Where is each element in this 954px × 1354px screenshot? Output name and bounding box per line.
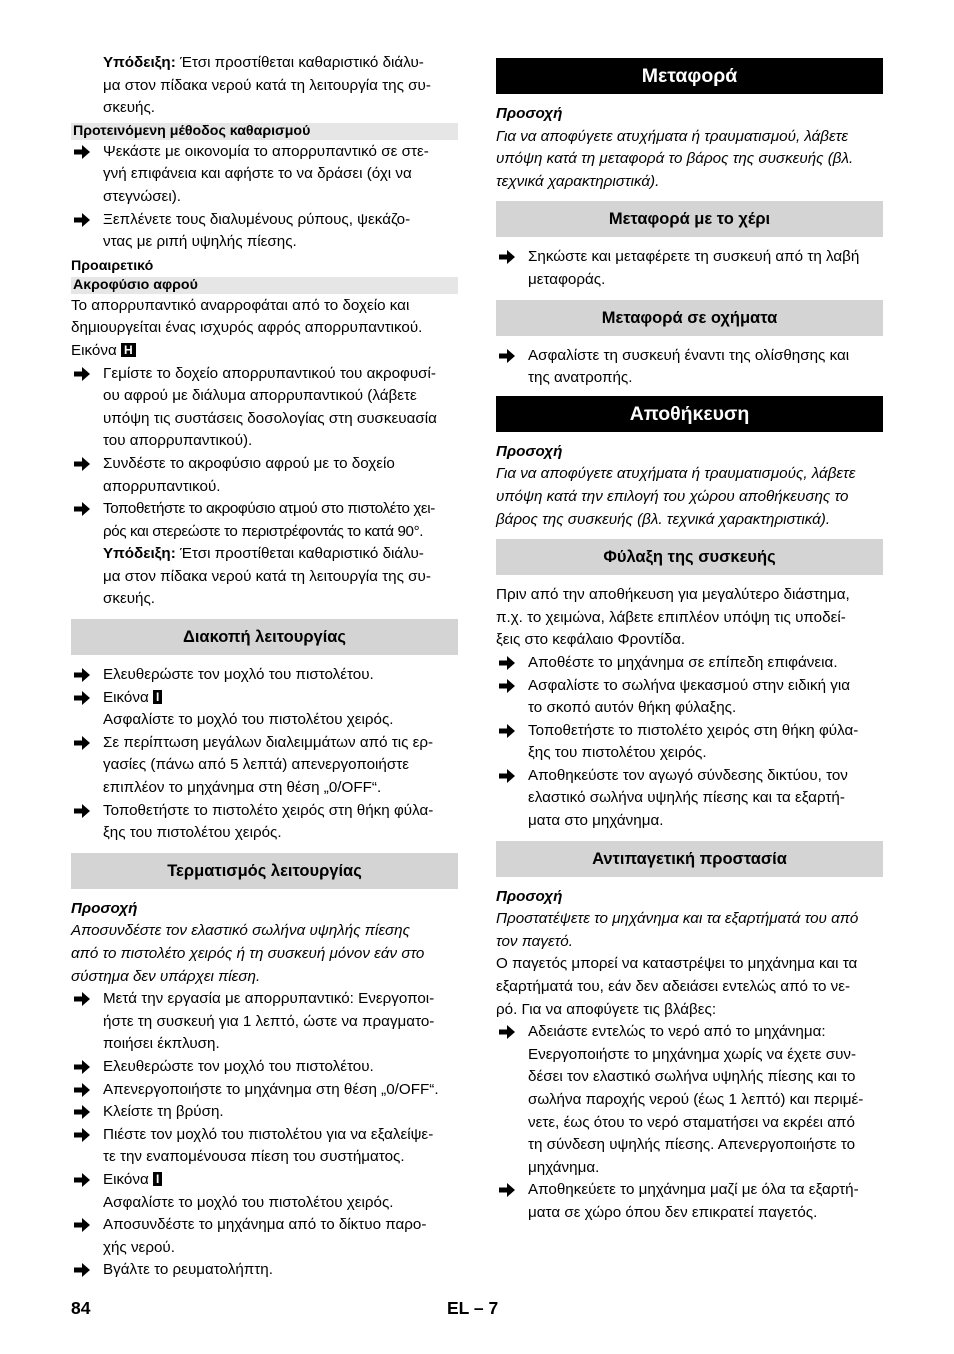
figure-label: Εικόνα: [103, 1170, 153, 1188]
section-title-transport-vehicles: Μεταφορά σε οχήματα: [496, 300, 883, 336]
list-line: στεγνώσει).: [103, 187, 181, 205]
list-item: [71, 1214, 458, 1259]
list-line: Τοποθετήστε το ακροφύσιο ατμού στο πιστολέτο χει-: [103, 500, 435, 518]
list-item: [496, 765, 883, 833]
caution-label: Προσοχή: [496, 105, 563, 122]
arrow-icon: [73, 498, 93, 520]
list-line: γασίες (πάνω από 5 λεπτά) απενεργοποιήστε: [103, 756, 410, 774]
arrow-icon: [73, 687, 93, 709]
section-title-device-storage: Φύλαξη της συσκευής: [496, 539, 883, 575]
list-item: [496, 1021, 883, 1179]
list-line: Γεμίστε το δοχείο απορρυπαντικού του ακροφυσί-: [103, 364, 436, 382]
list-line: Ασφαλίστε το μοχλό του πιστολέτου χειρός.: [103, 1193, 394, 1211]
section-title-termination: Τερματισμός λειτουργίας: [71, 853, 458, 889]
arrow-icon: [498, 765, 518, 787]
page-number: 84: [71, 1298, 91, 1318]
list-line: ξης του πιστολέτου χειρός.: [528, 744, 707, 762]
figure-ref-badge: I: [153, 1172, 162, 1186]
caution-line: υπόψη κατά τη μεταφορά το βάρος της συσκευής (βλ.: [496, 150, 854, 168]
list-line: Ασφαλίστε το μοχλό του πιστολέτου χειρός.: [103, 711, 394, 729]
caution-label: Προσοχή: [496, 442, 563, 460]
list-line: Ασφαλίστε το σωλήνα ψεκασμού στην ειδική για: [528, 676, 850, 694]
arrow-icon: [73, 363, 93, 385]
hint-paragraph: [71, 543, 458, 611]
list-line: Τοποθετήστε το πιστολέτο χειρός στη θήκη φύλα-: [103, 801, 434, 819]
hint-line: Έτσι προστίθεται καθαριστικό διάλυ-: [175, 545, 424, 563]
section-title-transport-by-hand: Μεταφορά με το χέρι: [496, 201, 883, 237]
caution-line: υπόψη κατά την επιλογή του χώρου αποθήκευσης το: [496, 487, 849, 505]
list-item: [71, 1056, 458, 1079]
arrow-icon: [73, 1056, 93, 1078]
list-line: Βγάλτε το ρευματολήπτη.: [103, 1261, 273, 1279]
arrow-icon: [498, 720, 518, 742]
paragraph: [71, 295, 458, 363]
hint-label: Υπόδειξη:: [103, 54, 176, 71]
list-line: ματα σε χώρο όπου δεν επικρατεί παγετός.: [528, 1203, 818, 1221]
list-item: [71, 664, 458, 687]
text-line: π.χ. το χειμώνα, λάβετε επιπλέον υπόψη τις υποδεί-: [496, 608, 846, 626]
figure-ref-badge: I: [153, 690, 162, 704]
list-line: Πιέστε τον μοχλό του πιστολέτου για να εξαλείψε-: [103, 1125, 434, 1143]
arrow-icon: [498, 675, 518, 697]
caution-line: Προστατέψετε το μηχάνημα και τα εξαρτήματά του από: [496, 910, 859, 928]
list-item: [496, 246, 883, 291]
arrow-icon: [73, 1169, 93, 1191]
arrow-icon: [498, 345, 518, 367]
list-line: Αποθέστε το μηχάνημα σε επίπεδη επιφάνεια.: [528, 653, 838, 671]
list-item: [71, 800, 458, 845]
list-line: Ελευθερώστε τον μοχλό του πιστολέτου.: [103, 666, 374, 684]
list-line: τη σύνδεση υψηλής πίεσης. Απενεργοποιήστε το: [528, 1136, 856, 1154]
list-line: Ελευθερώστε τον μοχλό του πιστολέτου.: [103, 1057, 374, 1075]
list-line: Αδειάστε εντελώς το νερό από το μηχάνημα:: [528, 1023, 826, 1041]
caution-line: Αποσυνδέστε τον ελαστικό σωλήνα υψηλής πίεσης: [71, 922, 411, 940]
arrow-icon: [73, 1079, 93, 1101]
list-line: Κλείστε τη βρύση.: [103, 1103, 224, 1121]
list-item: [496, 1179, 883, 1224]
text-line: εξαρτήματά του, εάν δεν αδειάσει εντελώς από το νε-: [496, 978, 851, 996]
list-line: ρός και στερεώστε το περιστρέφοντάς το κατά 90°.: [103, 522, 424, 540]
list-item: [496, 720, 883, 765]
list-line: της ανατροπής.: [528, 369, 633, 387]
list-line: χής νερού.: [103, 1238, 175, 1256]
list-item: [496, 675, 883, 720]
arrow-icon: [498, 652, 518, 674]
caution-line: σύστημα δεν υπάρχει πίεση.: [71, 967, 261, 985]
list-item: [496, 652, 883, 675]
arrow-icon: [498, 1021, 518, 1043]
figure-ref-badge: H: [121, 343, 136, 357]
list-line: ήστε τη συσκευή για 1 λεπτό, ώστε να πραγματο-: [103, 1012, 435, 1030]
list-line: Συνδέστε το ακροφύσιο αφρού με το δοχείο: [103, 454, 395, 472]
section-title-foam-nozzle: Ακροφύσιο αφρού: [71, 277, 458, 294]
caution-text: [496, 908, 883, 953]
hint-line: Έτσι προστίθεται καθαριστικό διάλυ-: [175, 54, 424, 71]
arrow-icon: [73, 1124, 93, 1146]
list-item: [496, 345, 883, 390]
paragraph: [496, 953, 883, 1021]
list-line: ματα στο μηχάνημα.: [528, 812, 664, 830]
section-title-storage: Αποθήκευση: [496, 396, 883, 432]
section-title-interruption: Διακοπή λειτουργίας: [71, 619, 458, 655]
list-item: [71, 1101, 458, 1124]
figure-label: Εικόνα: [71, 341, 121, 359]
list-item: [71, 687, 458, 732]
text-line: Πριν από την αποθήκευση για μεγαλύτερο διάστημα,: [496, 586, 850, 604]
list-line: Αποθηκεύετε το μηχάνημα μαζί με όλα τα εξαρτή-: [528, 1181, 859, 1199]
list-item: [71, 453, 458, 498]
list-item: [71, 141, 458, 209]
list-line: του απορρυπαντικού).: [103, 432, 253, 450]
hint-line: μα στον πίδακα νερού κατά τη λειτουργία της συ-: [103, 567, 431, 585]
list-line: ποιήσει έκπλυση.: [103, 1035, 220, 1053]
list-line: γνή επιφάνεια και αφήστε το να δράσει (όχι να: [103, 165, 412, 183]
section-title-optional: Προαιρετικό: [71, 257, 154, 274]
list-line: επιπλέον το μηχάνημα στη θέση „0/OFF“.: [103, 779, 382, 797]
text-line: ρό. Για να αποφύγετε τις βλάβες:: [496, 1000, 717, 1018]
arrow-icon: [73, 732, 93, 754]
list-line: νετε, έως ότου το νερό σταματήσει να εκρέει από: [528, 1113, 855, 1131]
paragraph: [496, 584, 883, 652]
hint-label: Υπόδειξη:: [103, 545, 176, 563]
list-line: ντας με ριπή υψηλής πίεσης.: [103, 233, 297, 251]
language-page-label: EL – 7: [447, 1298, 499, 1318]
list-item: [71, 732, 458, 800]
left-column: [71, 52, 458, 1282]
text-line: δημιουργείται ένας ισχυρός αφρός απορρυπαντικού.: [71, 319, 423, 337]
arrow-icon: [73, 453, 93, 475]
list-line: Ξεπλένετε τους διαλυμένους ρύπους, ψεκάζο-: [103, 210, 411, 228]
list-line: Αποθηκεύστε τον αγωγό σύνδεσης δικτύου, τον: [528, 766, 848, 784]
list-item: [71, 498, 458, 543]
caution-line: βάρος της συσκευής (βλ. τεχνικά χαρακτηριστικά).: [496, 510, 831, 528]
list-item: [71, 209, 458, 254]
arrow-icon: [73, 1214, 93, 1236]
caution-text: [496, 126, 883, 194]
list-line: Μετά την εργασία με απορρυπαντικό: Ενεργοποι-: [103, 990, 435, 1008]
list-line: δέσει τον ελαστικό σωλήνα υψηλής πίεσης και το: [528, 1068, 856, 1086]
arrow-icon: [73, 800, 93, 822]
arrow-icon: [73, 209, 93, 231]
list-line: Αποσυνδέστε το μηχάνημα από το δίκτυο παρο-: [103, 1216, 427, 1234]
arrow-icon: [73, 988, 93, 1010]
arrow-icon: [498, 246, 518, 268]
list-line: Ψεκάστε με οικονομία το απορρυπαντικό σε στε-: [103, 142, 429, 160]
caution-label: Προσοχή: [496, 887, 563, 905]
list-line: ελαστικό σωλήνα υψηλής πίεσης και τα εξαρτή-: [528, 789, 845, 807]
list-line: ου αφρού με διάλυμα απορρυπαντικού (λάβετε: [103, 387, 417, 405]
list-line: Σηκώστε και μεταφέρετε τη συσκευή από τη λαβή: [528, 248, 860, 266]
hint-line: σκευής.: [103, 590, 156, 608]
list-item: [71, 988, 458, 1056]
caution-line: τεχνικά χαρακτηριστικά).: [496, 172, 660, 190]
list-line: Ενεργοποιήστε το μηχάνημα χωρίς να έχετε συν-: [528, 1045, 857, 1063]
caution-label: Προσοχή: [71, 899, 138, 917]
list-line: το σκοπό αυτόν θήκη φύλαξης.: [528, 699, 737, 717]
caution-text: [71, 920, 458, 988]
caution-line: τον παγετό.: [496, 932, 573, 950]
list-item: [71, 1259, 458, 1282]
caution-line: Για να αποφύγετε ατυχήματα ή τραυματισμού, λάβετε: [496, 127, 849, 145]
list-line: σωλήνα παροχής νερού (έως 1 λεπτό) και περιμέ-: [528, 1091, 864, 1108]
list-line: ξης του πιστολέτου χειρός.: [103, 824, 282, 842]
list-line: Τοποθετήστε το πιστολέτο χειρός στη θήκη φύλα-: [528, 721, 859, 739]
hint-line: σκευής.: [103, 99, 156, 117]
list-line: Σε περίπτωση μεγάλων διαλειμμάτων από τις ερ-: [103, 733, 434, 751]
arrow-icon: [73, 1101, 93, 1123]
section-title-frost-protection: Αντιπαγετική προστασία: [496, 841, 883, 877]
hint-paragraph: [71, 52, 458, 120]
arrow-icon: [73, 1259, 93, 1281]
arrow-icon: [498, 1179, 518, 1201]
caution-line: Για να αποφύγετε ατυχήματα ή τραυματισμούς, λάβετε: [496, 465, 856, 483]
caution-line: από το πιστολέτο χειρός ή τη συσκευή μόνον εάν στο: [71, 945, 425, 962]
list-item: [71, 363, 458, 453]
section-title-transport: Μεταφορά: [496, 58, 883, 94]
list-line: Απενεργοποιήστε το μηχάνημα στη θέση „0/OFF“.: [103, 1080, 439, 1098]
list-line: υπόψη τις συστάσεις δοσολογίας στη συσκευασία: [103, 409, 437, 427]
arrow-icon: [73, 141, 93, 163]
list-item: [71, 1079, 458, 1102]
text-line: Το απορρυπαντικό αναρροφάται από το δοχείο και: [71, 296, 410, 314]
list-line: απορρυπαντικού.: [103, 477, 221, 495]
list-item: [71, 1169, 458, 1214]
list-line: Ασφαλίστε τη συσκευή έναντι της ολίσθησης και: [528, 346, 850, 364]
arrow-icon: [73, 664, 93, 686]
list-line: μεταφοράς.: [528, 270, 606, 288]
list-line: μηχάνημα.: [528, 1158, 600, 1176]
caution-text: [496, 463, 883, 531]
hint-line: μα στον πίδακα νερού κατά τη λειτουργία της συ-: [103, 76, 431, 94]
text-line: ξεις στο κεφάλαιο Φροντίδα.: [496, 631, 686, 649]
list-item: [71, 1124, 458, 1169]
section-title-cleaning-method: Προτεινόμενη μέθοδος καθαρισμού: [71, 123, 458, 140]
text-line: Ο παγετός μπορεί να καταστρέψει το μηχάνημα και τα: [496, 955, 858, 973]
right-column: [496, 58, 883, 1225]
figure-label: Εικόνα: [103, 688, 153, 706]
list-line: τε την εναπομένουσα πίεση του συστήματος.: [103, 1148, 405, 1166]
